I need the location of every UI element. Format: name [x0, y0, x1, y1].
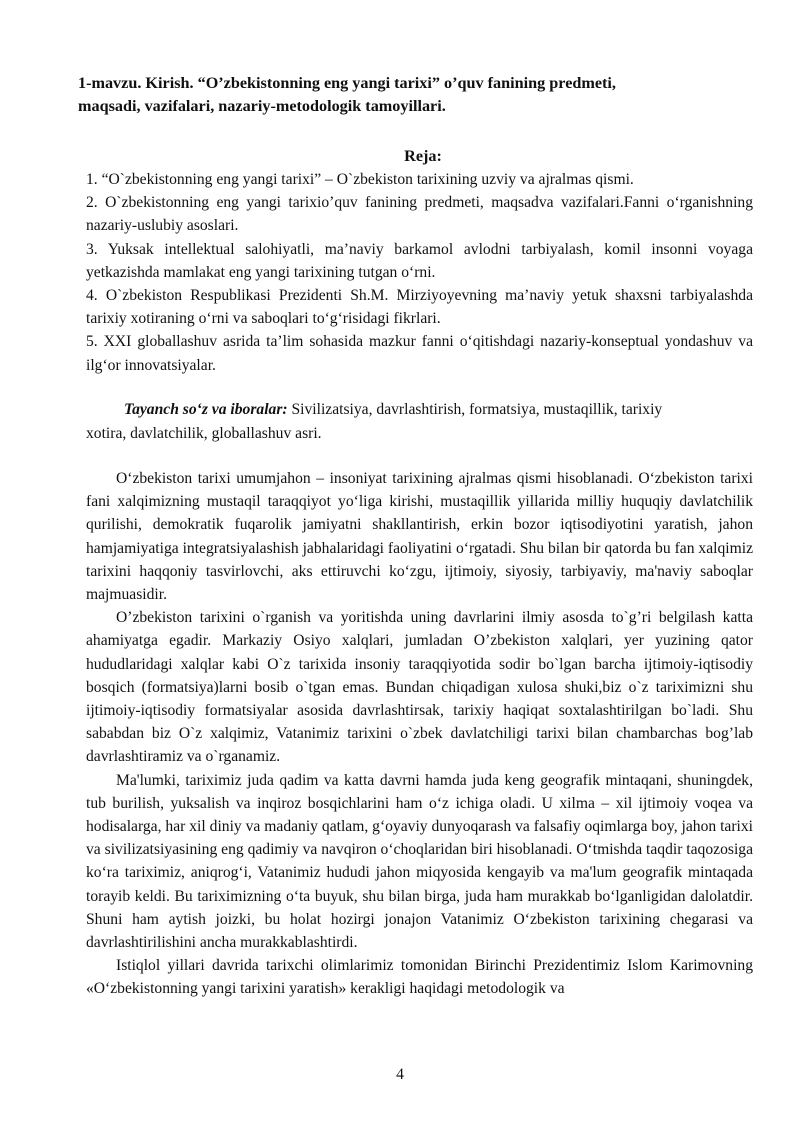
plan-item: 1. “O`zbekistonning eng yangi tarixi” – O`zbekiston tarixining uzviy va ajralmas qismi.: [86, 171, 634, 188]
keywords-block: [86, 398, 753, 446]
keywords-list-line-2: xotira, davlatchilik, globallashuv asri.: [86, 425, 322, 442]
body-text: [86, 467, 753, 1001]
topic-title: [78, 72, 698, 118]
plan-item: 2. O`zbekistonning eng yangi tarixio’quv fanining predmeti, maqsadva vazifalari.Fanni o‘rganishning nazariy-uslubiy asoslari.: [86, 194, 753, 235]
paragraph: Ma'lumki, tariximiz juda qadim va katta davrni hamda juda keng geografik mintaqani, shuningdek, tub burilish, yuksalish va inqiroz bosqichlarini ham o‘z ichiga oladi. U xilma – xil ijtimoiy voqea va hodisalarga, har xil diniy va madaniy qatlam, g‘oyaviy dunyoqarash va falsafiy oqimlarga boy, jahon tarixi va sivilizatsiyasining eng qadimiy va navqiron o‘choqlaridan biri hisoblanadi. O‘tmishda taqdir taqozosiga ko‘ra tariximiz, aniqrog‘i, Vatanimiz hududi jahon miqyosida kengayib va ma'lum geografik mintaqada torayib keldi. Bu tariximizning o‘ta buyuk, shu bilan birga, juda ham murakkab bo‘lganligidan dalolatdir. Shuni ham aytish joizki, bu holat hozirgi jonajon Vatanimiz O‘zbekiston tarixining chegarasi va davrlashtirilishini ancha murakkablashtirdi.: [86, 771, 753, 952]
keywords-label: Tayanch so‘z va iboralar:: [124, 401, 288, 418]
plan-item: 3. Yuksak intellektual salohiyatli, ma’naviy barkamol avlodni tarbiyalash, komil insonni voyaga yetkazishda mamlakat eng yangi tarixining tutgan o‘rni.: [86, 240, 753, 281]
plan-list: [86, 168, 753, 377]
plan-item: 4. O`zbekiston Respublikasi Prezidenti Sh.M. Mirziyoyevning ma’naviy yetuk shaxsni tarbiyalashda tarixiy xotiraning o‘rni va saboqlari to‘g‘risidagi fikrlari.: [86, 287, 753, 328]
topic-title-line-1: 1-mavzu. Kirish. “O’zbekistonning eng yangi tarixi” o’quv fanining predmeti,: [78, 74, 616, 92]
paragraph: Istiqlol yillari davrida tarixchi olimlarimiz tomonidan Birinchi Prezidentimiz Islom Karimovning «O‘zbekistonning yangi tarixini yaratish» kerakligi haqidagi metodologik va: [86, 957, 753, 998]
plan-heading: Reja:: [404, 147, 442, 165]
paragraph: O‘zbekiston tarixi umumjahon – insoniyat tarixining ajralmas qismi hisoblanadi. O‘zbekiston tarixi fani xalqimizning mustaqil taraqqiyot yo‘liga kirishi, mustaqillik yillarida milliy huquqiy davlatchilik qurilishi, demokratik fuqarolik jamiyatni shakllantirish, erkin bozor iqtisodiyotini yaratish, jahon hamjamiyatiga integratsiyalashish jabhalaridagi faoliyatini o‘rgatadi. Shu bilan bir qatorda bu fan xalqimiz tarixini haqqoniy tasvirlovchi, aks ettiruvchi ko‘zgu, ijtimoiy, siyosiy, tarbiyaviy, ma'naviy saboqlar majmuasidir.: [86, 470, 753, 604]
topic-title-line-2: maqsadi, vazifalari, nazariy-metodologik tamoyillari.: [78, 97, 446, 115]
page-number: 4: [396, 1066, 404, 1083]
keywords-list-line-1: Sivilizatsiya, davrlashtirish, formatsiya, mustaqillik, tarixiy: [287, 401, 663, 418]
plan-item: 5. XXI globallashuv asrida ta’lim sohasida mazkur fanni o‘qitishdagi nazariy-konseptual yondashuv va ilg‘or innovatsiyalar.: [86, 333, 753, 374]
paragraph: O’zbekiston tarixini o`rganish va yoritishda uning davrlarini ilmiy asosda to`g’ri belgilash katta ahamiyatga egadir. Markaziy Osiyo xalqlari, jumladan O’zbekiston xalqlari, yer yuzining qator hududlaridagi xalqlar kabi O`z tarixida insoniy taraqqiyotida sodir bo`lgan barcha ijtimoiy-iqtisodiy bosqich (formatsiya)larni bosib o`tgan emas. Bundan chiqadigan xulosa shuki,biz o`z tariximizni shu ijtimoiy-iqtisodiy formatsiyalar asosida davrlashtirsak, tarixiy haqiqat soxtalashtirilgan bo`ladi. Shu sababdan biz O`z xalqimiz, Vatanimiz tarixini o`zbek davlatchiligi tarixi bilan chambarchas bog’lab davrlashtiramiz va o`rganamiz.: [86, 609, 753, 766]
